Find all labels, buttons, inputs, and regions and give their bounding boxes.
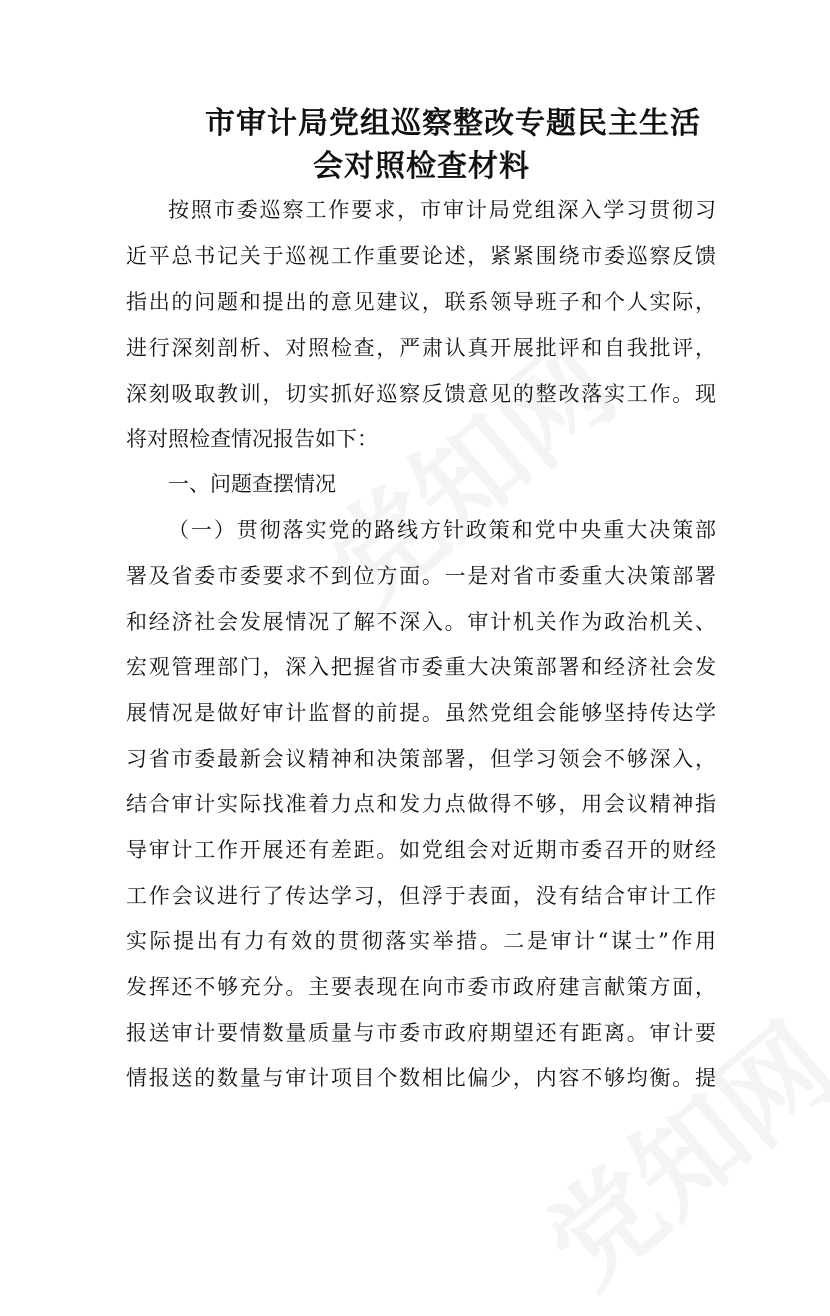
paragraph-line: 习省市委最新会议精神和决策部署，但学习领会不够深入，	[126, 747, 716, 771]
paragraph-line: 署及省委市委要求不到位方面。一是对省市委重大决策部署	[126, 564, 716, 588]
paragraph-line: 结合审计实际找准着力点和发力点做得不够，用会议精神指	[126, 792, 716, 816]
paragraph-line: 导审计工作开展还有差距。如党组会对近期市委召开的财经	[126, 838, 716, 862]
paragraph-line: 发挥还不够充分。主要表现在向市委市政府建言献策方面，	[126, 975, 716, 999]
paragraph-line: 指出的问题和提出的意见建议，联系领导班子和个人实际，	[126, 290, 716, 314]
document-title-line-2: 会对照检查材料	[313, 149, 530, 184]
section-heading: 一、问题查摆情况	[168, 472, 336, 496]
paragraph-line: 展情况是做好审计监督的前提。虽然党组会能够坚持传达学	[126, 701, 716, 725]
paragraph-line: 报送审计要情数量质量与市委市政府期望还有距离。审计要	[126, 1021, 716, 1045]
paragraph-line: 宏观管理部门，深入把握省市委重大决策部署和经济社会发	[126, 655, 716, 679]
paragraph-line: 实际提出有力有效的贯彻落实举措。二是审计“谋士”作用	[126, 929, 716, 953]
paragraph-line: 近平总书记关于巡视工作重要论述，紧紧围绕市委巡察反馈	[126, 244, 716, 268]
paragraph-line: 深刻吸取教训，切实抓好巡察反馈意见的整改落实工作。现	[126, 382, 716, 406]
paragraph-line: 进行深刻剖析、对照检查，严肃认真开展批评和自我批评，	[126, 336, 716, 360]
document-title-line-1: 市审计局党组巡察整改专题民主生活	[205, 106, 701, 141]
paragraph-line: 工作会议进行了传达学习，但浮于表面，没有结合审计工作	[126, 884, 716, 908]
paragraph-line: 将对照检查情况报告如下：	[126, 427, 378, 451]
paragraph-line: （一）贯彻落实党的路线方针政策和党中央重大决策部	[168, 518, 716, 542]
paragraph-line: 按照市委巡察工作要求，市审计局党组深入学习贯彻习	[168, 198, 716, 222]
paragraph-line: 和经济社会发展情况了解不深入。审计机关作为政治机关、	[126, 610, 716, 634]
paragraph-line: 情报送的数量与审计项目个数相比偏少，内容不够均衡。提	[126, 1066, 716, 1090]
